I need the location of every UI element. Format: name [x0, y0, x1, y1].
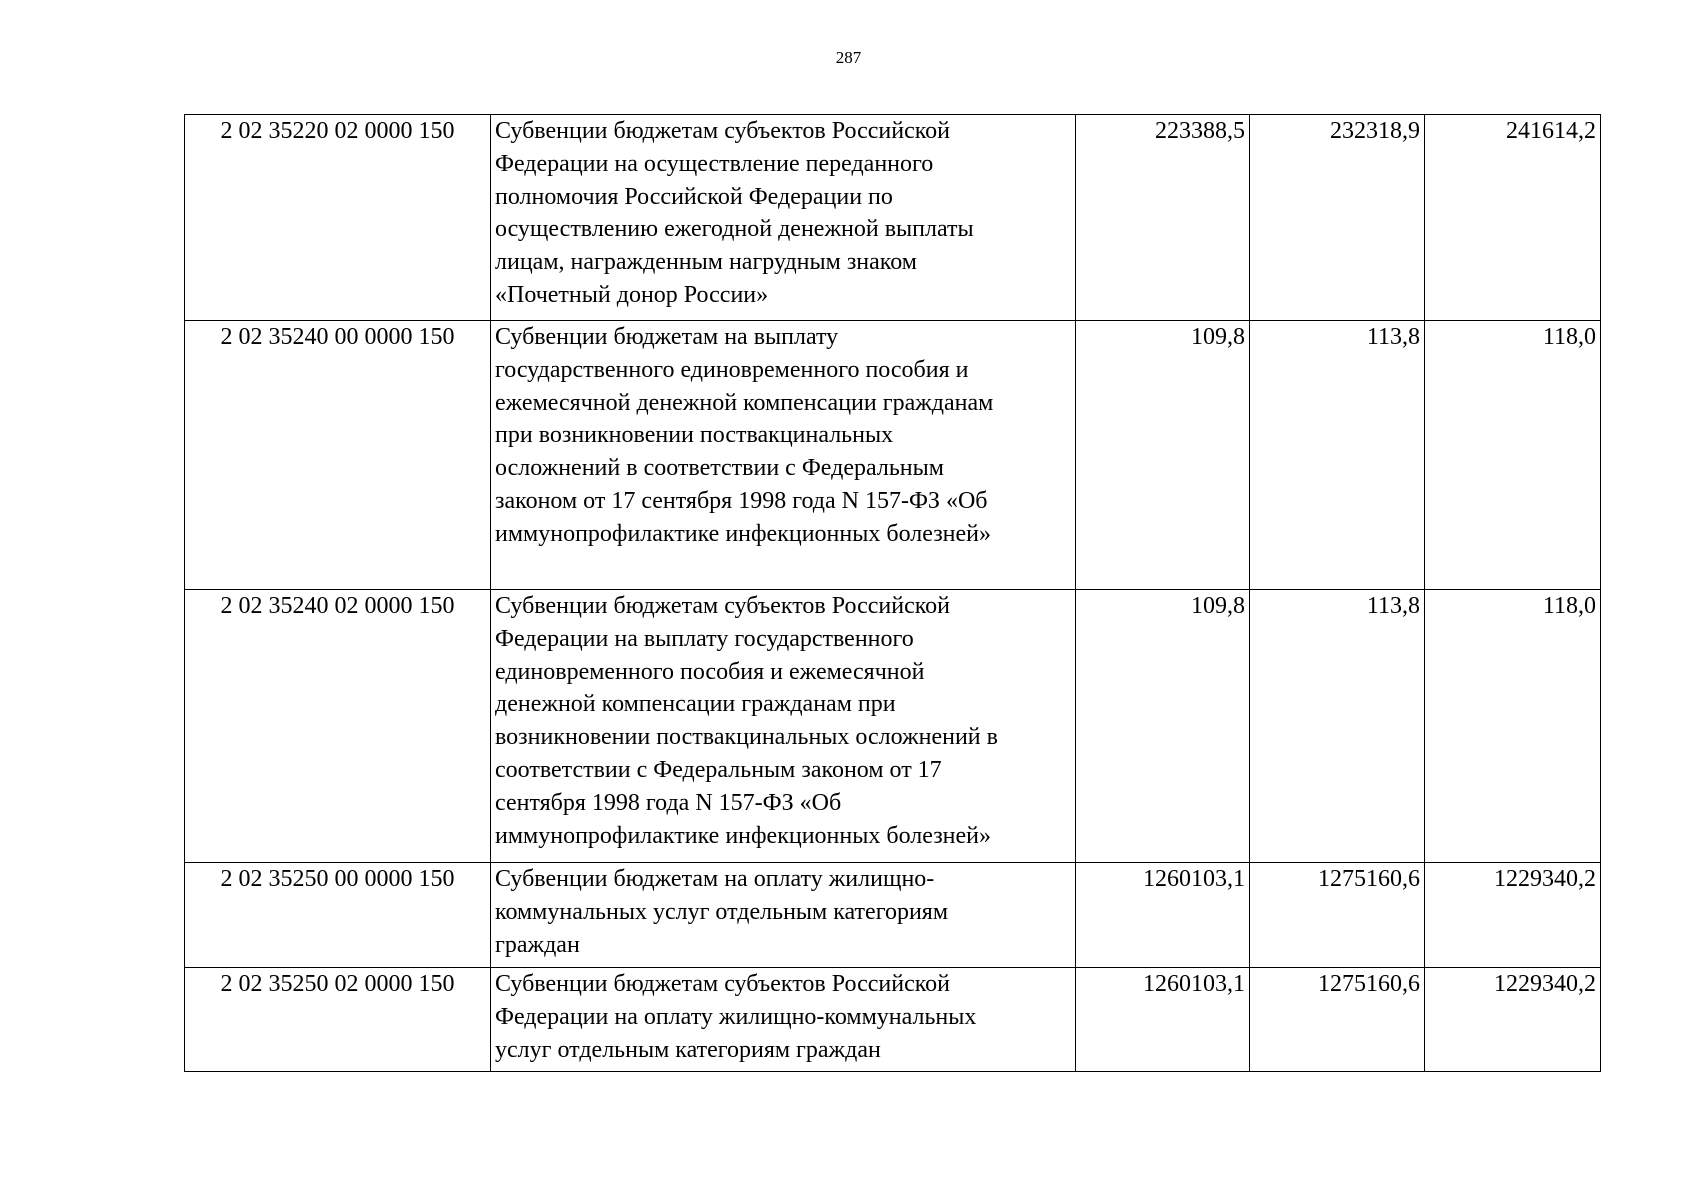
description-line: иммунопрофилактике инфекционных болезней»: [495, 520, 992, 547]
description-line: осуществлению ежегодной денежной выплаты: [495, 216, 974, 243]
table-row: [185, 863, 1601, 968]
table-row: [185, 115, 1601, 321]
description-line: Субвенции бюджетам субъектов Российской: [495, 118, 951, 144]
description-line: возникновении поствакцинальных осложнений в: [495, 724, 998, 751]
budget-code-cell: 2 02 35240 02 0000 150: [185, 590, 491, 863]
description-line: единовременного пособия и ежемесячной: [495, 658, 925, 685]
budget-code-cell: 2 02 35250 02 0000 150: [185, 968, 491, 1072]
description-line: граждан: [495, 931, 580, 958]
amount-year-2-cell: 1275160,6: [1250, 863, 1425, 968]
amount-year-1-cell: 109,8: [1076, 590, 1250, 863]
budget-code-cell: 2 02 35220 02 0000 150: [185, 115, 491, 321]
budget-revenue-table: [184, 114, 1601, 1072]
description-line: при возникновении поствакцинальных: [495, 422, 894, 449]
table-row: [185, 968, 1601, 1072]
table-row: [185, 590, 1601, 863]
amount-year-1-cell: 223388,5: [1076, 115, 1250, 321]
description-line: Федерации на оплату жилищно-коммунальных: [495, 1003, 977, 1030]
description-line: лицам, награжденным нагрудным знаком: [495, 249, 917, 276]
description-cell: [491, 115, 1076, 321]
description-line: Федерации на выплату государственного: [495, 625, 914, 652]
amount-year-3-cell: 1229340,2: [1425, 863, 1601, 968]
description-line: осложнений в соответствии с Федеральным: [495, 455, 944, 482]
description-line: ежемесячной денежной компенсации гражданам: [495, 389, 994, 416]
description-line: соответствии с Федеральным законом от 17: [495, 756, 942, 783]
budget-code-cell: 2 02 35250 00 0000 150: [185, 863, 491, 968]
amount-year-2-cell: 113,8: [1250, 590, 1425, 863]
amount-year-2-cell: 1275160,6: [1250, 968, 1425, 1072]
description-line: услуг отдельным категориям граждан: [495, 1036, 881, 1063]
description-line: «Почетный донор России»: [495, 281, 769, 308]
amount-year-2-cell: 113,8: [1250, 321, 1425, 590]
amount-year-3-cell: 118,0: [1425, 321, 1601, 590]
description-line: иммунопрофилактике инфекционных болезней»: [495, 822, 992, 849]
description-cell: [491, 321, 1076, 590]
description-line: государственного единовременного пособия и: [495, 356, 969, 383]
description-line: денежной компенсации гражданам при: [495, 691, 896, 718]
description-cell: [491, 590, 1076, 863]
table-row: [185, 321, 1601, 590]
description-line: Субвенции бюджетам на выплату: [495, 324, 839, 350]
amount-year-1-cell: 1260103,1: [1076, 863, 1250, 968]
amount-year-1-cell: 1260103,1: [1076, 968, 1250, 1072]
description-cell: [491, 863, 1076, 968]
description-line: коммунальных услуг отдельным категориям: [495, 898, 949, 925]
description-line: Субвенции бюджетам на оплату жилищно-: [495, 866, 935, 892]
amount-year-1-cell: 109,8: [1076, 321, 1250, 590]
amount-year-3-cell: 118,0: [1425, 590, 1601, 863]
amount-year-3-cell: 1229340,2: [1425, 968, 1601, 1072]
budget-code-cell: 2 02 35240 00 0000 150: [185, 321, 491, 590]
amount-year-2-cell: 232318,9: [1250, 115, 1425, 321]
description-line: полномочия Российской Федерации по: [495, 183, 893, 210]
description-line: Федерации на осуществление переданного: [495, 150, 934, 177]
description-line: Субвенции бюджетам субъектов Российской: [495, 593, 951, 619]
description-cell: [491, 968, 1076, 1072]
description-line: сентября 1998 года N 157-ФЗ «Об: [495, 789, 842, 816]
amount-year-3-cell: 241614,2: [1425, 115, 1601, 321]
description-line: Субвенции бюджетам субъектов Российской: [495, 971, 951, 997]
description-line: законом от 17 сентября 1998 года N 157-ФЗ «Об: [495, 487, 988, 514]
page-number: 287: [835, 48, 862, 67]
